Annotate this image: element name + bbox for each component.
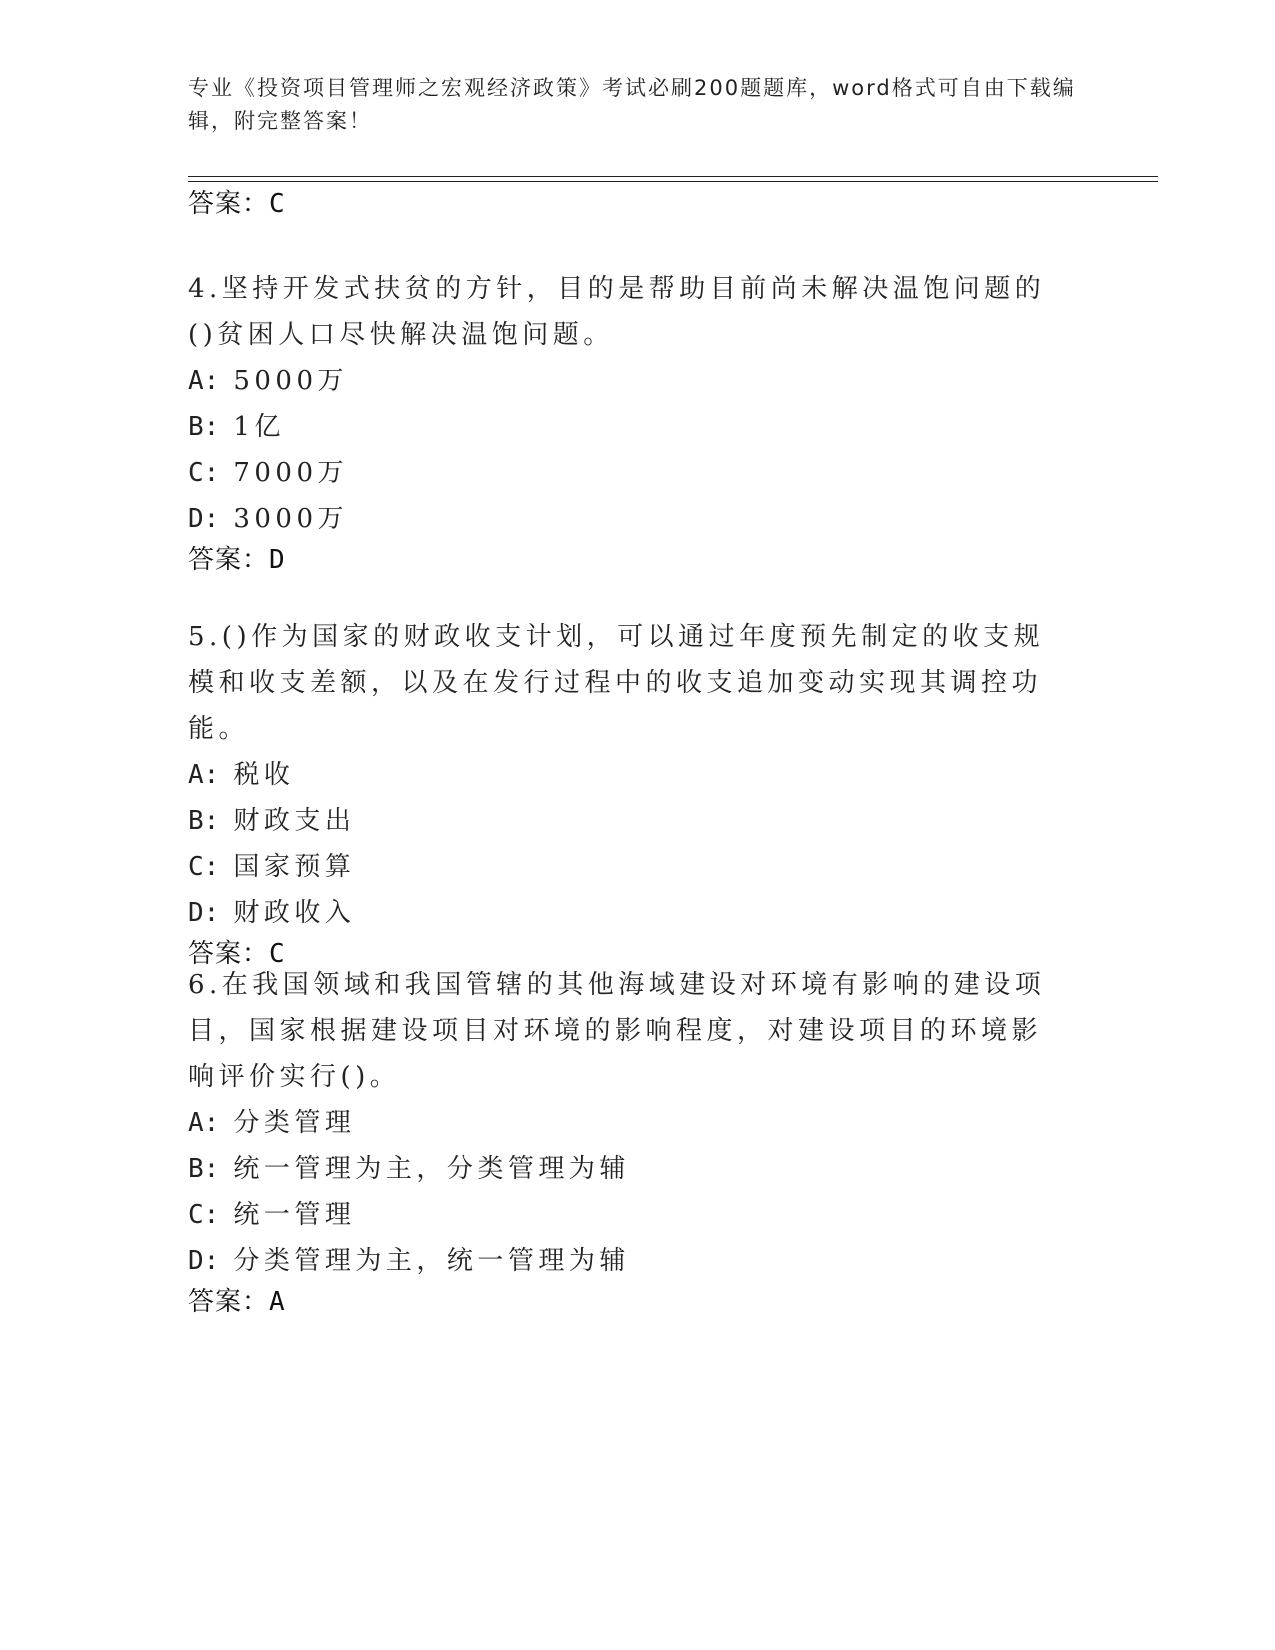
option-key: D: [188, 1246, 220, 1276]
option-a [188, 358, 1068, 404]
page-header-text: 专业《投资项目管理师之宏观经济政策》考试必刷200题题库，word格式可自由下载编辑，附完整答案！ [188, 76, 1076, 133]
option-text: 1亿 [233, 412, 285, 442]
option-text: 国家预算 [233, 852, 356, 882]
question-stem: 4.坚持开发式扶贫的方针，目的是帮助目前尚未解决温饱问题的()贫困人口尽快解决温饱问题。 [188, 274, 1046, 350]
option-text: 统一管理 [233, 1200, 356, 1230]
option-key: A: [188, 760, 220, 790]
option-a [188, 752, 1068, 798]
option-a [188, 1100, 1068, 1146]
option-c [188, 450, 1068, 496]
option-d [188, 496, 1068, 542]
option-b [188, 798, 1068, 844]
question-6 [188, 962, 1068, 1320]
option-c [188, 844, 1068, 890]
previous-answer [188, 186, 286, 222]
option-d [188, 890, 1068, 936]
option-key: A: [188, 366, 220, 396]
option-key: D: [188, 504, 220, 534]
answer-value: C [269, 939, 286, 969]
option-key: B: [188, 412, 220, 442]
option-key: D: [188, 898, 220, 928]
question-stem: 5.()作为国家的财政收支计划，可以通过年度预先制定的收支规模和收支差额，以及在发行过程中的收支追加变动实现其调控功能。 [188, 622, 1045, 744]
answer-label: 答案： [188, 939, 270, 969]
option-list [188, 752, 1068, 936]
option-c [188, 1192, 1068, 1238]
question-4 [188, 266, 1068, 578]
answer-value: C [269, 189, 286, 219]
option-key: C: [188, 852, 220, 882]
answer-label: 答案： [188, 545, 270, 575]
question-answer [188, 1284, 1068, 1320]
question-stem: 6.在我国领域和我国管辖的其他海域建设对环境有影响的建设项目，国家根据建设项目对环境的影响程度，对建设项目的环境影响评价实行()。 [188, 970, 1046, 1092]
option-b [188, 404, 1068, 450]
header-divider-line [188, 176, 1158, 177]
option-text: 分类管理 [233, 1108, 356, 1138]
question-5 [188, 614, 1068, 972]
option-b [188, 1146, 1068, 1192]
option-text: 5000万 [233, 366, 348, 396]
option-list [188, 1100, 1068, 1284]
option-text: 财政支出 [233, 806, 356, 836]
option-text: 税收 [233, 760, 295, 790]
option-key: A: [188, 1108, 220, 1138]
answer-label: 答案： [188, 189, 270, 219]
question-answer [188, 542, 1068, 578]
answer-value: D [269, 545, 286, 575]
option-text: 7000万 [233, 458, 348, 488]
option-d [188, 1238, 1068, 1284]
option-key: C: [188, 1200, 220, 1230]
option-text: 财政收入 [233, 898, 356, 928]
answer-label: 答案： [188, 1287, 270, 1317]
option-key: C: [188, 458, 220, 488]
answer-value: A [269, 1287, 286, 1317]
header-divider-line-double [188, 181, 1158, 182]
option-key: B: [188, 1154, 220, 1184]
option-text: 3000万 [233, 504, 348, 534]
option-key: B: [188, 806, 220, 836]
option-list [188, 358, 1068, 542]
option-text: 分类管理为主，统一管理为辅 [233, 1246, 630, 1276]
option-text: 统一管理为主，分类管理为辅 [233, 1154, 630, 1184]
